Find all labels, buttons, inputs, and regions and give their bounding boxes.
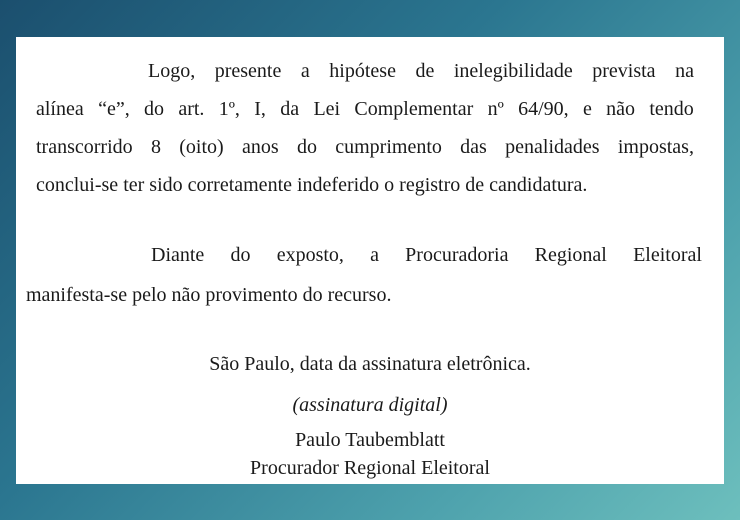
word: Regional — [534, 244, 607, 266]
signer-name: Paulo Taubemblatt — [295, 429, 445, 451]
word: do — [296, 136, 317, 158]
word: não — [606, 98, 636, 120]
word: prevista — [592, 60, 656, 82]
signer-title: Procurador Regional Eleitoral — [250, 457, 490, 479]
word: alínea — [36, 98, 84, 120]
word: Eleitoral — [633, 244, 702, 266]
paragraph-1-line-2 — [36, 97, 694, 121]
paragraph-2-line-2: manifesta-se pelo não provimento do recurso. — [26, 284, 392, 306]
word: do — [144, 98, 165, 120]
word: na — [675, 60, 694, 82]
word: Lei — [313, 98, 341, 120]
paragraph-1-line-4: conclui-se ter sido corretamente indeferido o registro de candidatura. — [36, 174, 588, 196]
word: Procuradoria — [405, 244, 509, 266]
word: Complementar — [354, 98, 474, 120]
word: cumprimento — [335, 136, 442, 158]
word: a — [370, 244, 379, 266]
document-page — [16, 37, 724, 484]
word: I, — [254, 98, 266, 120]
word: do — [230, 244, 251, 266]
word: 64/90, — [518, 98, 569, 120]
word: a — [300, 60, 310, 82]
word: 1º, — [218, 98, 240, 120]
paragraph-2-line-1 — [151, 243, 702, 267]
word: (oito) — [179, 136, 224, 158]
word: e — [582, 98, 592, 120]
word: transcorrido — [36, 136, 133, 158]
word: hipótese — [329, 60, 396, 82]
word: das — [460, 136, 487, 158]
word: Logo, — [148, 60, 196, 82]
word: anos — [241, 136, 279, 158]
word: “e”, — [98, 98, 130, 120]
word: impostas, — [617, 136, 694, 158]
word: de — [415, 60, 435, 82]
word: Diante — [151, 244, 205, 266]
word: presente — [214, 60, 282, 82]
word: art. — [178, 98, 205, 120]
word: exposto, — [276, 244, 344, 266]
place-date: São Paulo, data da assinatura eletrônica. — [209, 353, 531, 375]
paragraph-1-line-3 — [36, 135, 694, 159]
word: 8 — [150, 136, 161, 158]
word: tendo — [649, 98, 694, 120]
word: da — [280, 98, 300, 120]
word: inelegibilidade — [453, 60, 573, 82]
paragraph-1-line-1 — [148, 59, 694, 83]
word: nº — [487, 98, 504, 120]
word: penalidades — [505, 136, 600, 158]
signature-note: (assinatura digital) — [292, 394, 448, 416]
